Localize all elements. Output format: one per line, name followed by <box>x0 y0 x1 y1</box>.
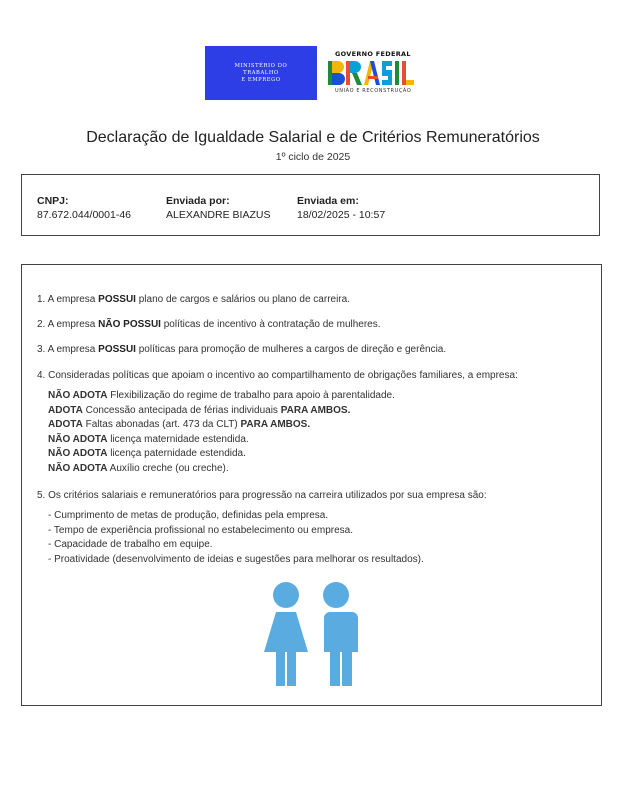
policy-text: Concessão antecipada de férias individuais <box>82 405 281 416</box>
info-box <box>21 174 600 236</box>
item-2-pre: 2. A empresa <box>37 319 99 330</box>
item-2 <box>37 318 381 333</box>
cnpj-value: 87.672.044/0001-46 <box>37 209 132 221</box>
gov-top-text: GOVERNO FEDERAL <box>335 50 411 58</box>
policy-status: NÃO ADOTA <box>48 463 108 474</box>
item-3-post: políticas para promoção de mulheres a cargos de direção e gerência. <box>135 344 447 355</box>
sent-at-value: 18/02/2025 - 10:57 <box>297 209 386 221</box>
policy-status: ADOTA <box>48 419 83 430</box>
policy-status: ADOTA <box>48 405 83 416</box>
item-5: 5. Os critérios salariais e remuneratórios para progressão na carreira utilizados por sua empresa são: <box>37 490 487 501</box>
page-title: Declaração de Igualdade Salarial e de Critérios Remuneratórios <box>86 129 540 146</box>
ministerio-line-2: TRABALHO <box>243 69 279 76</box>
policy-text: Flexibilização do regime de trabalho para apoio à parentalidade. <box>107 390 395 401</box>
item-3-pre: 3. A empresa <box>37 344 99 355</box>
cnpj-block <box>37 194 131 222</box>
sent-at-label: Enviada em: <box>297 195 359 207</box>
criteria-item: - Proatividade (desenvolvimento de ideias e sugestões para melhorar os resultados). <box>48 554 424 565</box>
policy-extra: PARA AMBOS. <box>280 405 351 416</box>
item-4-sub-3 <box>48 418 310 433</box>
policy-status: NÃO ADOTA <box>48 448 108 459</box>
policy-status: NÃO ADOTA <box>48 434 108 445</box>
ministerio-logo <box>205 46 317 100</box>
ministerio-line-1: MINISTÉRIO DO <box>234 62 288 69</box>
item-4-sub-5 <box>48 447 246 462</box>
gov-bottom-text: UNIÃO E RECONSTRUÇÃO <box>335 88 412 94</box>
cnpj-label: CNPJ: <box>37 195 69 207</box>
sent-by-value: ALEXANDRE BIAZUS <box>166 209 271 221</box>
criteria-item: - Cumprimento de metas de produção, definidas pela empresa. <box>48 510 329 521</box>
item-4-sub-2 <box>48 404 350 419</box>
ministerio-line-3: E EMPREGO <box>241 76 281 83</box>
policy-status: NÃO ADOTA <box>48 390 108 401</box>
policy-extra: PARA AMBOS. <box>240 419 311 430</box>
item-1-pre: 1. A empresa <box>37 294 99 305</box>
item-3-status: POSSUI <box>98 344 136 355</box>
item-4: 4. Consideradas políticas que apoiam o incentivo ao compartilhamento de obrigações familiares, a empresa: <box>37 370 518 381</box>
page-subtitle: 1º ciclo de 2025 <box>275 151 351 163</box>
policy-text: licença maternidade estendida. <box>107 434 249 445</box>
criteria-item: - Tempo de experiência profissional no estabelecimento ou empresa. <box>48 525 353 536</box>
item-4-sub-6 <box>48 462 229 477</box>
criteria-item: - Capacidade de trabalho em equipe. <box>48 539 213 550</box>
governo-federal-logo <box>327 50 422 98</box>
brasil-wordmark <box>328 59 420 87</box>
policy-text: Faltas abonadas (art. 473 da CLT) <box>82 419 241 430</box>
policy-text: Auxílio creche (ou creche). <box>107 463 229 474</box>
sent-by-block <box>166 194 270 222</box>
sent-by-label: Enviada por: <box>166 195 230 207</box>
item-4-sub-1 <box>48 389 395 404</box>
item-2-post: políticas de incentivo à contratação de mulheres. <box>160 319 381 330</box>
item-4-sub-4 <box>48 433 249 448</box>
woman-man-icon <box>258 580 360 690</box>
item-1-status: POSSUI <box>98 294 136 305</box>
policy-text: licença paternidade estendida. <box>107 448 246 459</box>
sent-at-block <box>297 194 385 222</box>
item-3 <box>37 343 446 358</box>
item-2-status: NÃO POSSUI <box>98 319 161 330</box>
item-1 <box>37 293 350 308</box>
item-1-post: plano de cargos e salários ou plano de carreira. <box>135 294 350 305</box>
